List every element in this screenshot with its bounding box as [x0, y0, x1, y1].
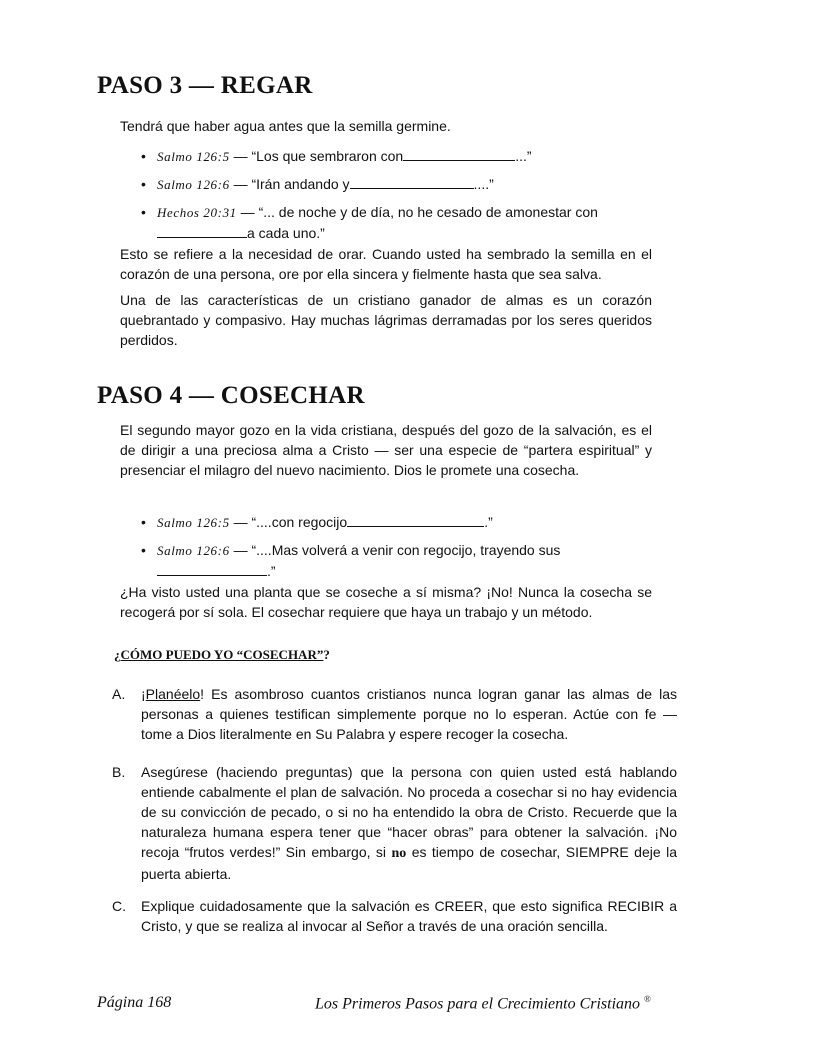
paso3-paragraph-1: Esto se refiere a la necesidad de orar. Cuando usted ha sembrado la semilla en el corazón de una persona, ore por ella sincera y fielmente hasta que sea salva. — [120, 246, 652, 282]
list-item-text — [141, 684, 677, 744]
quote-text: “....Mas volverá a venir con regocijo, trayendo sus — [251, 542, 561, 558]
paso3-bullet-3 — [141, 202, 652, 243]
fill-blank[interactable] — [157, 562, 267, 576]
heading-paso-3: PASO 3 — REGAR — [97, 72, 313, 99]
quote-text: “Irán andando y — [251, 176, 350, 192]
bullet-icon: • — [141, 176, 146, 192]
paso4-bullet-1 — [141, 512, 657, 533]
bullet-icon: • — [141, 204, 146, 220]
footer-book-title — [315, 994, 651, 1013]
list-item-text: Explique cuidadosamente que la salvación es CREER, que esto significa RECIBIR a Cristo, y que se realiza al invocar al Señor a través de una oración sencilla. — [141, 898, 677, 934]
list-item-text — [141, 762, 677, 884]
quote-text: “....con regocijo — [251, 514, 348, 530]
fill-blank[interactable] — [403, 147, 515, 161]
bullet-icon: • — [141, 148, 146, 164]
item-body: Asegúrese (haciendo preguntas) que la persona con quien usted está hablando entiende cabalmente el plan de salvación. No proceda a cosechar si no hay evidencia de su convicción de pecado, o si no ha entendido la obra de Cristo. Recuerde que la naturaleza humana espera tener que “hacer obras” para obtener la salvación. ¡No recoja “frutos verdes!” Sin embargo, si — [141, 764, 677, 860]
scripture-ref: Salmo 126:5 — [157, 149, 230, 164]
paso4-paragraph-1: ¿Ha visto usted una planta que se coseche a sí misma? ¡No! Nunca la cosecha se recogerá por sí sola. El cosechar requiere que haya un trabajo y un método. — [120, 584, 652, 620]
paso3-bullet-1 — [141, 146, 657, 167]
paso3-bullet-2 — [141, 174, 657, 195]
quote-text-end: a cada uno.” — [247, 225, 325, 241]
list-label: B. — [112, 764, 126, 780]
paso4-bullet-2 — [141, 540, 647, 581]
fill-blank[interactable] — [350, 175, 474, 189]
emphasis-underline: Planéelo — [145, 686, 201, 702]
dash: — — [229, 148, 252, 164]
quote-text-end: .” — [484, 514, 493, 530]
section-subtitle — [114, 647, 330, 663]
registered-mark: ® — [644, 994, 651, 1004]
question-close: ? — [323, 647, 330, 662]
quote-text: “Los que sembraron con — [251, 148, 404, 164]
list-item-c — [112, 896, 677, 936]
scripture-ref: Hechos 20:31 — [157, 205, 237, 220]
subtitle-text: CÓMO PUEDO YO “COSECHAR” — [120, 647, 324, 662]
dash: — — [229, 514, 252, 530]
bullet-icon: • — [141, 542, 146, 558]
list-item-b — [112, 762, 677, 884]
quote-text-end: .” — [267, 563, 276, 579]
paso3-intro: Tendrá que haber agua antes que la semilla germine. — [120, 118, 451, 134]
item-body-end: es tiempo de cosechar, SIEMPRE deje la puerta abierta. — [141, 844, 677, 882]
book-title: Los Primeros Pasos para el Crecimiento Cristiano — [315, 995, 641, 1013]
scripture-ref: Salmo 126:6 — [157, 177, 230, 192]
fill-blank[interactable] — [347, 513, 484, 527]
dash: — — [229, 542, 252, 558]
list-label: C. — [112, 898, 126, 914]
dash: — — [236, 204, 259, 220]
question-open: ¿ — [114, 647, 121, 662]
bullet-icon: • — [141, 514, 146, 530]
paso3-paragraph-2: Una de las características de un cristiano ganador de almas es un corazón quebrantado y compasivo. Hay muchas lágrimas derramadas por los seres queridos perdidos. — [120, 292, 652, 348]
heading-paso-4: PASO 4 — COSECHAR — [97, 382, 365, 409]
list-item-a — [112, 684, 677, 744]
item-body: ! Es asombroso cuantos cristianos nunca logran ganar las almas de las personas a quienes testifican simplemente porque no lo esperan. Actúe con fe — tome a Dios literalmente en Su Palabra y espere recoger la cosecha. — [141, 686, 677, 742]
fill-blank[interactable] — [157, 224, 247, 238]
quote-text-end: ...” — [515, 148, 532, 164]
list-label: A. — [112, 686, 126, 702]
quote-text: “... de noche y de día, no he cesado de amonestar con — [258, 204, 598, 220]
footer-page-number: Página 168 — [97, 994, 172, 1011]
scripture-ref: Salmo 126:6 — [157, 543, 230, 558]
quote-text-end: ....” — [473, 176, 494, 192]
exclamation-open: ¡ — [141, 686, 146, 702]
emphasis-bold: no — [391, 846, 407, 861]
dash: — — [229, 176, 252, 192]
scripture-ref: Salmo 126:5 — [157, 515, 230, 530]
paso4-intro: El segundo mayor gozo en la vida cristiana, después del gozo de la salvación, es el de dirigir a una preciosa alma a Cristo — ser una especie de “partera espiritual” y presenciar el milagro del nuevo nacimiento. Dios le promete una cosecha. — [120, 422, 652, 478]
